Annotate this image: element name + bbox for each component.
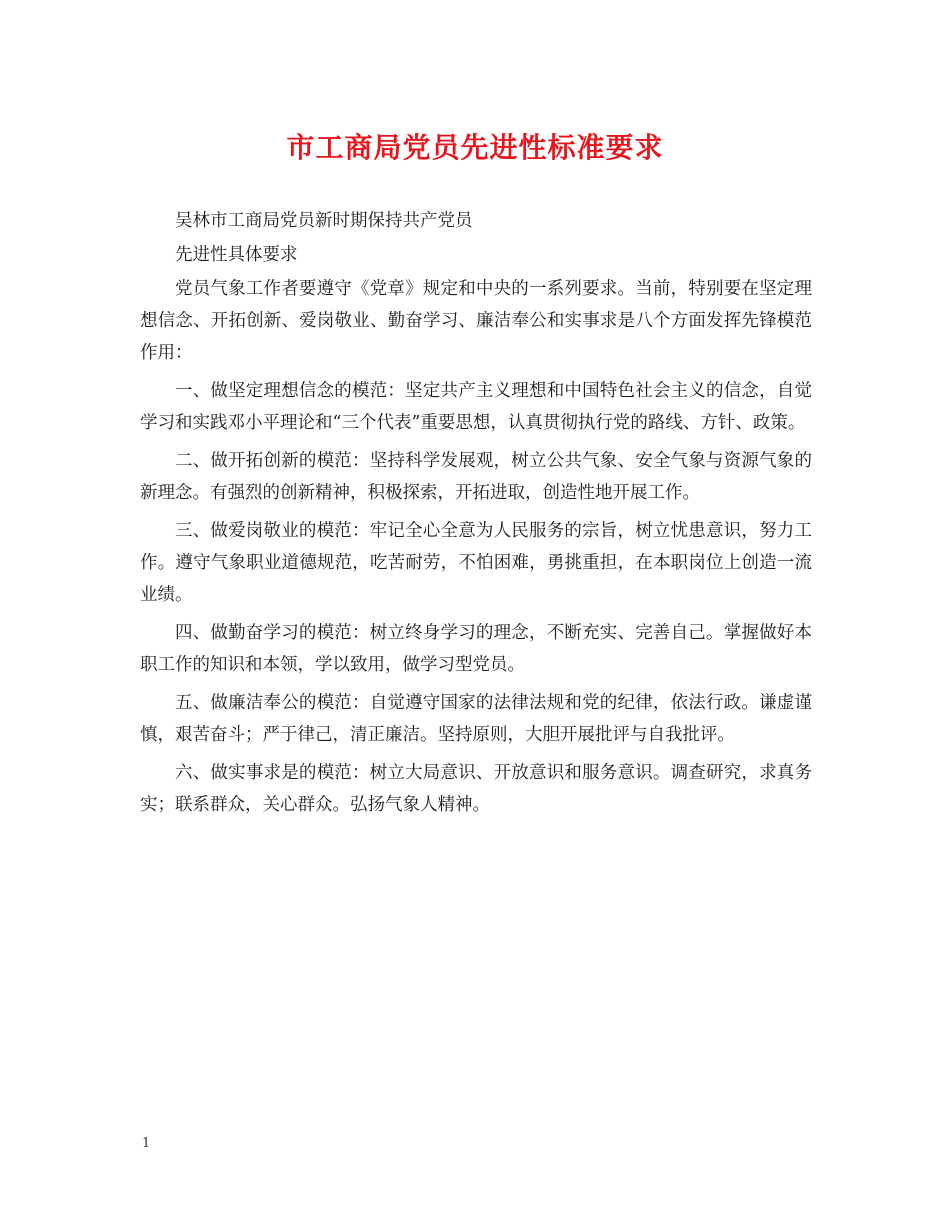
page-number: 1 bbox=[142, 1136, 151, 1151]
subtitle-line-1: 吴林市工商局党员新时期保持共产党员 bbox=[175, 211, 473, 231]
document-body bbox=[140, 205, 812, 821]
section-paragraph-3: 三、做爱岗敬业的模范：牢记全心全意为人民服务的宗旨，树立忧患意识，努力工作。遵守气象职业道德规范，吃苦耐劳，不怕困难，勇挑重担，在本职岗位上创造一流业绩。 bbox=[140, 521, 812, 605]
intro-paragraph: 党员气象工作者要遵守《党章》规定和中央的一系列要求。当前，特别要在坚定理想信念、开拓创新、爱岗敬业、勤奋学习、廉洁奉公和实事求是八个方面发挥先锋模范作用： bbox=[140, 279, 812, 363]
subtitle-line-2: 先进性具体要求 bbox=[175, 245, 298, 265]
section-paragraph-1: 一、做坚定理想信念的模范：坚定共产主义理想和中国特色社会主义的信念，自觉学习和实践邓小平理论和“三个代表”重要思想，认真贯彻执行党的路线、方针、政策。 bbox=[140, 381, 812, 433]
section-paragraph-6: 六、做实事求是的模范：树立大局意识、开放意识和服务意识。调查研究，求真务实；联系群众，关心群众。弘扬气象人精神。 bbox=[140, 763, 812, 815]
document-title: 市工商局党员先进性标准要求 bbox=[286, 131, 664, 164]
section-paragraph-4: 四、做勤奋学习的模范：树立终身学习的理念，不断充实、完善自己。掌握做好本职工作的知识和本领，学以致用，做学习型党员。 bbox=[140, 623, 812, 675]
section-paragraph-2: 二、做开拓创新的模范：坚持科学发展观，树立公共气象、安全气象与资源气象的新理念。有强烈的创新精神，积极探索，开拓进取，创造性地开展工作。 bbox=[140, 451, 812, 503]
section-paragraph-5: 五、做廉洁奉公的模范：自觉遵守国家的法律法规和党的纪律，依法行政。谦虚谨慎，艰苦奋斗；严于律己，清正廉洁。坚持原则，大胆开展批评与自我批评。 bbox=[140, 693, 812, 745]
